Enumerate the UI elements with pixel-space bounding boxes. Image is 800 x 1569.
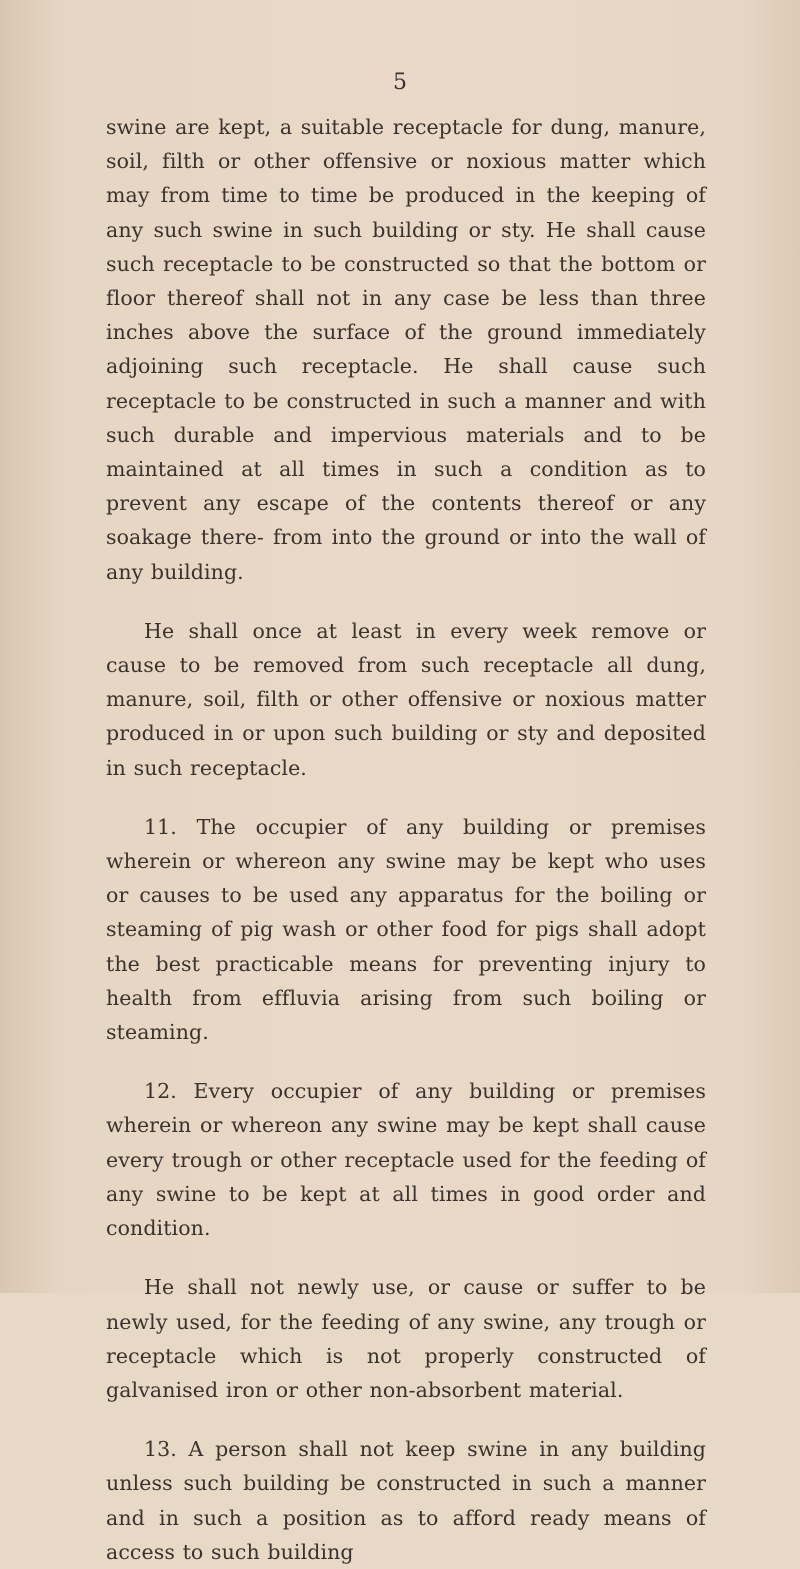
page-number: 5 [393, 70, 407, 95]
paragraph-section-12: 12. Every occupier of any building or premises wherein or whereon any swine may be kept shall cause every trough or other receptacle used for the feeding of any swine to be kept at all times in good order and condition. [106, 1079, 706, 1241]
paragraph-trough-material: He shall not newly use, or cause or suffer to be newly used, for the feeding of any swine, any trough or receptacle which is not properly constructed of galvanised iron or other non-absorbent material. [106, 1275, 706, 1402]
paragraph-receptacle-construction: swine are kept, a suitable receptacle for dung, manure, soil, filth or other offensive or noxious matter which may from time to time be produced in the keeping of any such swine in such building or sty. He shall cause such receptacle to be constructed so that the bottom or floor thereof shall not in any case be less than three inches above the surface of the ground immediately adjoining such receptacle. He shall cause such receptacle to be constructed in such a manner and with such durable and impervious materials and to be maintained at all times in such a condition as to prevent any escape of the contents thereof or any soakage there- from into the ground or into the wall of any building. [106, 115, 706, 584]
body-text [106, 110, 706, 1569]
paragraph-weekly-removal: He shall once at least in every week remove or cause to be removed from such receptacle all dung, manure, soil, filth or other offensive or noxious matter produced in or upon such building or sty and deposited in such receptacle. [106, 618, 706, 780]
paragraph-section-13: 13. A person shall not keep swine in any building unless such building be constructed in such a manner and in such a position as to afford ready means of access to such building [106, 1437, 706, 1564]
paragraph-section-11: 11. The occupier of any building or premises wherein or whereon any swine may be kept who uses or causes to be used any apparatus for the boiling or steaming of pig wash or other food for pigs shall adopt the best practicable means for preventing injury to health from effluvia arising from such boiling or steaming. [106, 814, 706, 1045]
